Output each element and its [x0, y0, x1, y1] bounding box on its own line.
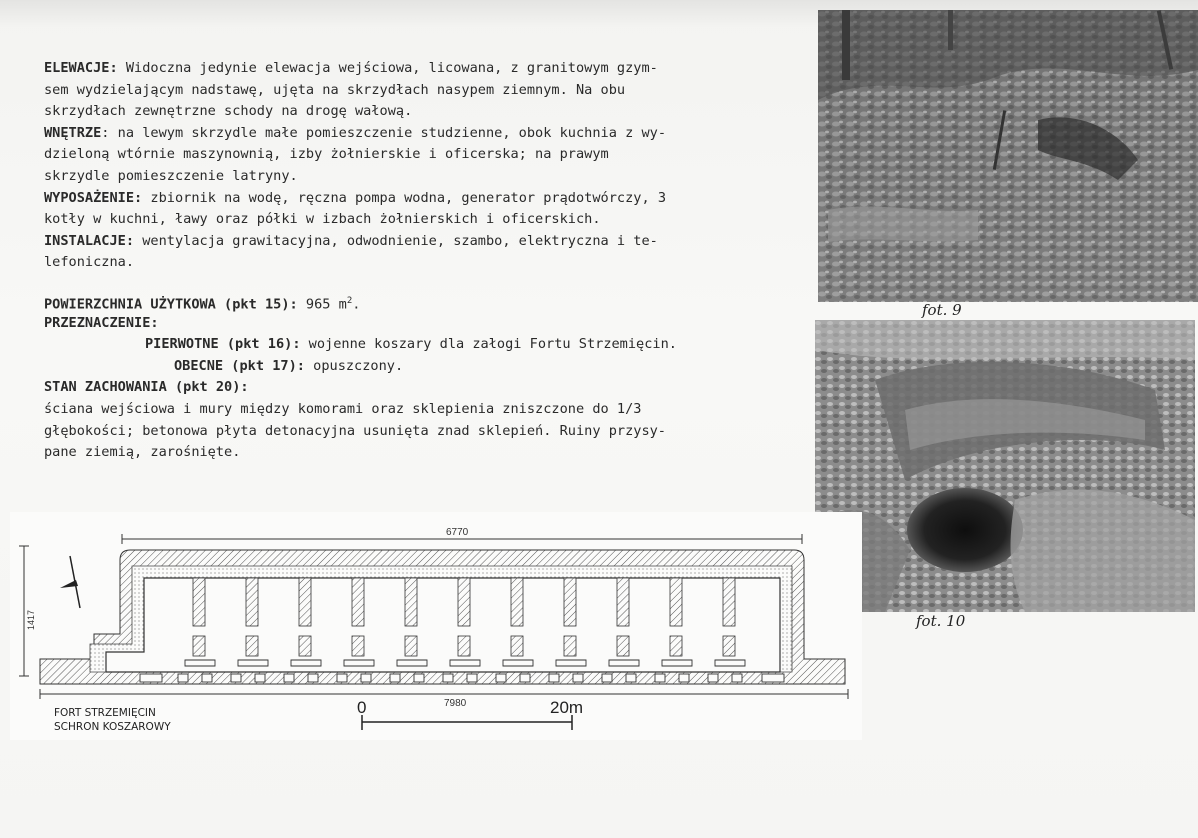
dim-bottom-label: 7980	[444, 698, 467, 709]
caption-fot10: fot. 10	[916, 612, 966, 630]
condition-heading: STAN ZACHOWANIA (pkt 20):	[44, 379, 249, 396]
plan-title-line2: SCHRON KOSZAROWY	[54, 721, 171, 733]
dim-top-label: 6770	[446, 527, 469, 538]
photo-fot10	[815, 320, 1195, 612]
text-line: skrzydle pomieszczenie latryny.	[44, 167, 298, 184]
text-line: INSTALACJE: wentylacja grawitacyjna, odwodnienie, szambo, elektryczna i te-	[44, 232, 658, 249]
scale-zero-label: 0	[357, 698, 367, 717]
condition-line: głębokości; betonowa płyta detonacyjna usunięta znad sklepień. Ruiny przysy-	[44, 422, 666, 439]
purpose-original: PIERWOTNE (pkt 16): wojenne koszary dla załogi Fortu Strzemięcin.	[145, 336, 677, 353]
text-line: lefoniczna.	[44, 254, 135, 271]
scale-twenty-label: 20m	[550, 698, 584, 717]
text-line: ELEWACJE: Widoczna jedynie elewacja wejściowa, licowana, z granitowym gzym-	[44, 60, 658, 76]
description-text	[44, 58, 824, 464]
condition-line: ściana wejściowa i mury między komorami oraz sklepienia zniszczone do 1/3	[44, 400, 642, 417]
purpose-heading: PRZEZNACZENIE:	[44, 314, 159, 331]
photo-fot9	[818, 10, 1198, 302]
text-line: WYPOSAŻENIE: zbiornik na wodę, ręczna pompa wodna, generator prądotwórczy, 3	[44, 189, 667, 206]
area-line: POWIERZCHNIA UŻYTKOWA (pkt 15): 965 $m^2$.	[44, 295, 361, 313]
plan-title-line1: FORT STRZEMIĘCIN	[54, 707, 156, 719]
caption-fot9: fot. 9	[922, 301, 962, 319]
text-line: WNĘTRZE: na lewym skrzydle małe pomieszczenie studzienne, obok kuchnia z wy-	[44, 124, 667, 141]
text-line: sem wydzielającym nadstawę, ujęta na skrzydłach nasypem ziemnym. Na obu	[44, 81, 626, 98]
text-line: kotły w kuchni, ławy oraz półki w izbach żołnierskich i oficerskich.	[44, 211, 601, 228]
text-line: skrzydłach zewnętrzne schody na drogę wałową.	[44, 103, 413, 120]
condition-line: pane ziemią, zarośnięte.	[44, 444, 241, 461]
dim-left-label: 1417	[26, 609, 36, 630]
purpose-current: OBECNE (pkt 17): opuszczony.	[174, 357, 404, 374]
plan-title	[54, 706, 171, 734]
text-line: dzieloną wtórnie maszynownią, izby żołnierskie i oficerska; na prawym	[44, 146, 609, 163]
